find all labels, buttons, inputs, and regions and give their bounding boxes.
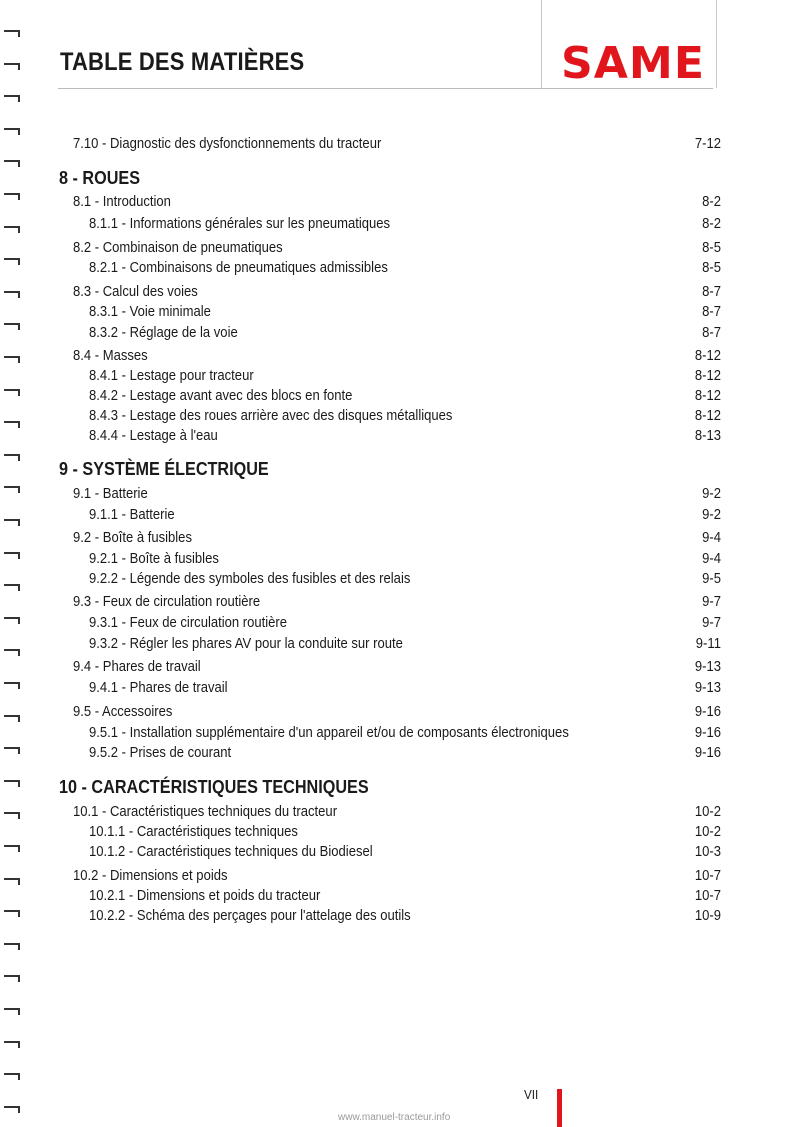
toc-entry[interactable] xyxy=(0,366,795,386)
toc-entry-label: 8.1.1 - Informations générales sur les pneumatiques xyxy=(89,216,391,232)
header-divider xyxy=(541,0,542,88)
toc-entry[interactable] xyxy=(0,678,795,698)
toc-entry-label: 8.3.2 - Réglage de la voie xyxy=(89,325,238,341)
toc-entry[interactable] xyxy=(0,822,795,842)
toc-entry[interactable] xyxy=(0,592,795,612)
toc-entry-page: 8-7 xyxy=(702,284,721,300)
toc-entry-page: 9-2 xyxy=(702,507,721,523)
toc-entry[interactable] xyxy=(0,802,795,822)
toc-entry-label: 9.4.1 - Phares de travail xyxy=(89,680,228,696)
toc-entry-label: 7.10 - Diagnostic des dysfonctionnements du tracteur xyxy=(73,136,382,152)
toc-entry-page: 8-12 xyxy=(694,388,721,404)
page-title: TABLE DES MATIÈRES xyxy=(60,48,305,76)
toc-entry-page: 9-7 xyxy=(702,594,721,610)
toc-entry-label: 9.5.1 - Installation supplémentaire d'un appareil et/ou de composants électroniques xyxy=(89,725,569,741)
toc-entry-label: 9.1.1 - Batterie xyxy=(89,507,175,523)
binding-ring xyxy=(4,1008,20,1015)
binding-ring xyxy=(4,63,20,70)
chapter-heading[interactable]: 8 - ROUES xyxy=(59,168,141,188)
binding-ring xyxy=(4,1041,20,1048)
toc-entry-label: 8.3.1 - Voie minimale xyxy=(89,304,211,320)
toc-entry[interactable] xyxy=(0,842,795,862)
toc-entry-page: 7-12 xyxy=(694,136,721,152)
toc-entry-page: 8-12 xyxy=(694,348,721,364)
chapter-heading[interactable]: 9 - SYSTÈME ÉLECTRIQUE xyxy=(59,459,269,479)
logo-text: SAME xyxy=(561,38,705,82)
toc-entry-label: 9.4 - Phares de travail xyxy=(73,659,201,675)
toc-entry-label: 10.1.1 - Caractéristiques techniques xyxy=(89,824,298,840)
binding-ring xyxy=(4,454,20,461)
toc-entry[interactable] xyxy=(0,634,795,654)
toc-entry-page: 10-9 xyxy=(694,908,721,924)
toc-entry[interactable] xyxy=(0,214,795,234)
toc-entry-page: 9-16 xyxy=(694,704,721,720)
toc-entry[interactable] xyxy=(0,528,795,548)
binding-ring xyxy=(4,1073,20,1080)
toc-entry-label: 8.2 - Combinaison de pneumatiques xyxy=(73,240,283,256)
binding-ring xyxy=(4,943,20,950)
toc-entry-page: 9-11 xyxy=(695,636,721,652)
toc-entry[interactable] xyxy=(0,192,795,212)
toc-entry-page: 8-5 xyxy=(702,260,721,276)
toc-entry[interactable] xyxy=(0,346,795,366)
binding-ring xyxy=(4,95,20,102)
toc-entry-page: 9-2 xyxy=(702,486,721,502)
toc-entry[interactable] xyxy=(0,657,795,677)
toc-entry-label: 10.2 - Dimensions et poids xyxy=(73,868,228,884)
toc-entry-page: 10-7 xyxy=(694,888,721,904)
toc-entry-page: 8-12 xyxy=(694,408,721,424)
toc-entry-page: 9-13 xyxy=(694,659,721,675)
toc-entry-page: 8-13 xyxy=(694,428,721,444)
header-divider-right xyxy=(716,0,717,88)
header-rule xyxy=(58,88,713,89)
toc-entry-label: 9.3 - Feux de circulation routière xyxy=(73,594,261,610)
toc-entry[interactable] xyxy=(0,569,795,589)
toc-entry-page: 8-7 xyxy=(702,304,721,320)
toc-entry-label: 10.2.1 - Dimensions et poids du tracteur xyxy=(89,888,321,904)
toc-entry-label: 9.2.2 - Légende des symboles des fusibles et des relais xyxy=(89,571,411,587)
toc-entry-page: 8-12 xyxy=(694,368,721,384)
toc-entry-page: 9-4 xyxy=(702,551,721,567)
binding-ring xyxy=(4,780,20,787)
toc-entry[interactable] xyxy=(0,743,795,763)
toc-entry[interactable] xyxy=(0,426,795,446)
toc-entry[interactable] xyxy=(0,723,795,743)
toc-entry[interactable] xyxy=(0,134,795,154)
toc-entry[interactable] xyxy=(0,906,795,926)
toc-entry[interactable] xyxy=(0,613,795,633)
toc-entry-label: 8.4.1 - Lestage pour tracteur xyxy=(89,368,254,384)
toc-entry-page: 9-5 xyxy=(702,571,721,587)
toc-entry-label: 8.4 - Masses xyxy=(73,348,148,364)
binding-ring xyxy=(4,1106,20,1113)
toc-entry-label: 8.2.1 - Combinaisons de pneumatiques admissibles xyxy=(89,260,388,276)
toc-entry[interactable] xyxy=(0,484,795,504)
toc-entry-label: 8.1 - Introduction xyxy=(73,194,171,210)
toc-entry[interactable] xyxy=(0,386,795,406)
toc-entry[interactable] xyxy=(0,258,795,278)
toc-entry-label: 10.1 - Caractéristiques techniques du tracteur xyxy=(73,804,338,820)
toc-entry-page: 10-3 xyxy=(694,844,721,860)
chapter-heading[interactable]: 10 - CARACTÉRISTIQUES TECHNIQUES xyxy=(59,777,369,797)
toc-entry-label: 9.5.2 - Prises de courant xyxy=(89,745,232,761)
toc-entry[interactable] xyxy=(0,323,795,343)
toc-entry-label: 8.4.4 - Lestage à l'eau xyxy=(89,428,218,444)
toc-entry-page: 8-7 xyxy=(702,325,721,341)
toc-entry[interactable] xyxy=(0,406,795,426)
toc-entry-page: 8-2 xyxy=(702,216,721,232)
toc-entry-page: 9-16 xyxy=(694,725,721,741)
toc-entry-page: 10-2 xyxy=(694,824,721,840)
toc-entry-label: 9.5 - Accessoires xyxy=(73,704,173,720)
toc-entry-label: 9.3.1 - Feux de circulation routière xyxy=(89,615,288,631)
toc-entry-label: 9.2.1 - Boîte à fusibles xyxy=(89,551,219,567)
toc-entry-page: 10-7 xyxy=(694,868,721,884)
binding-ring xyxy=(4,30,20,37)
toc-entry-page: 8-5 xyxy=(702,240,721,256)
toc-entry-page: 10-2 xyxy=(694,804,721,820)
toc-entry-page: 8-2 xyxy=(702,194,721,210)
toc-entry-page: 9-16 xyxy=(694,745,721,761)
toc-entry[interactable] xyxy=(0,549,795,569)
toc-entry-label: 8.4.3 - Lestage des roues arrière avec des disques métalliques xyxy=(89,408,453,424)
footer-accent-bar xyxy=(557,1089,562,1127)
toc-entry-label: 9.3.2 - Régler les phares AV pour la conduite sur route xyxy=(89,636,403,652)
toc-entry[interactable] xyxy=(0,302,795,322)
toc-entry[interactable] xyxy=(0,505,795,525)
toc-entry-label: 9.1 - Batterie xyxy=(73,486,148,502)
toc-entry[interactable] xyxy=(0,886,795,906)
toc-entry-page: 9-4 xyxy=(702,530,721,546)
toc-entry-label: 9.2 - Boîte à fusibles xyxy=(73,530,192,546)
toc-entry-label: 10.1.2 - Caractéristiques techniques du Biodiesel xyxy=(89,844,373,860)
toc-entry-label: 8.4.2 - Lestage avant avec des blocs en fonte xyxy=(89,388,353,404)
binding-ring xyxy=(4,975,20,982)
toc-entry[interactable] xyxy=(0,238,795,258)
toc-entry-page: 9-7 xyxy=(702,615,721,631)
toc-entry-label: 8.3 - Calcul des voies xyxy=(73,284,198,300)
toc-entry-page: 9-13 xyxy=(694,680,721,696)
toc-entry[interactable] xyxy=(0,866,795,886)
toc-entry-label: 10.2.2 - Schéma des perçages pour l'attelage des outils xyxy=(89,908,411,924)
same-logo xyxy=(561,38,705,82)
binding-ring xyxy=(4,160,20,167)
toc-entry[interactable] xyxy=(0,282,795,302)
toc-entry[interactable] xyxy=(0,702,795,722)
watermark: www.manuel-tracteur.info xyxy=(338,1112,451,1123)
page-number: VII xyxy=(524,1087,539,1102)
